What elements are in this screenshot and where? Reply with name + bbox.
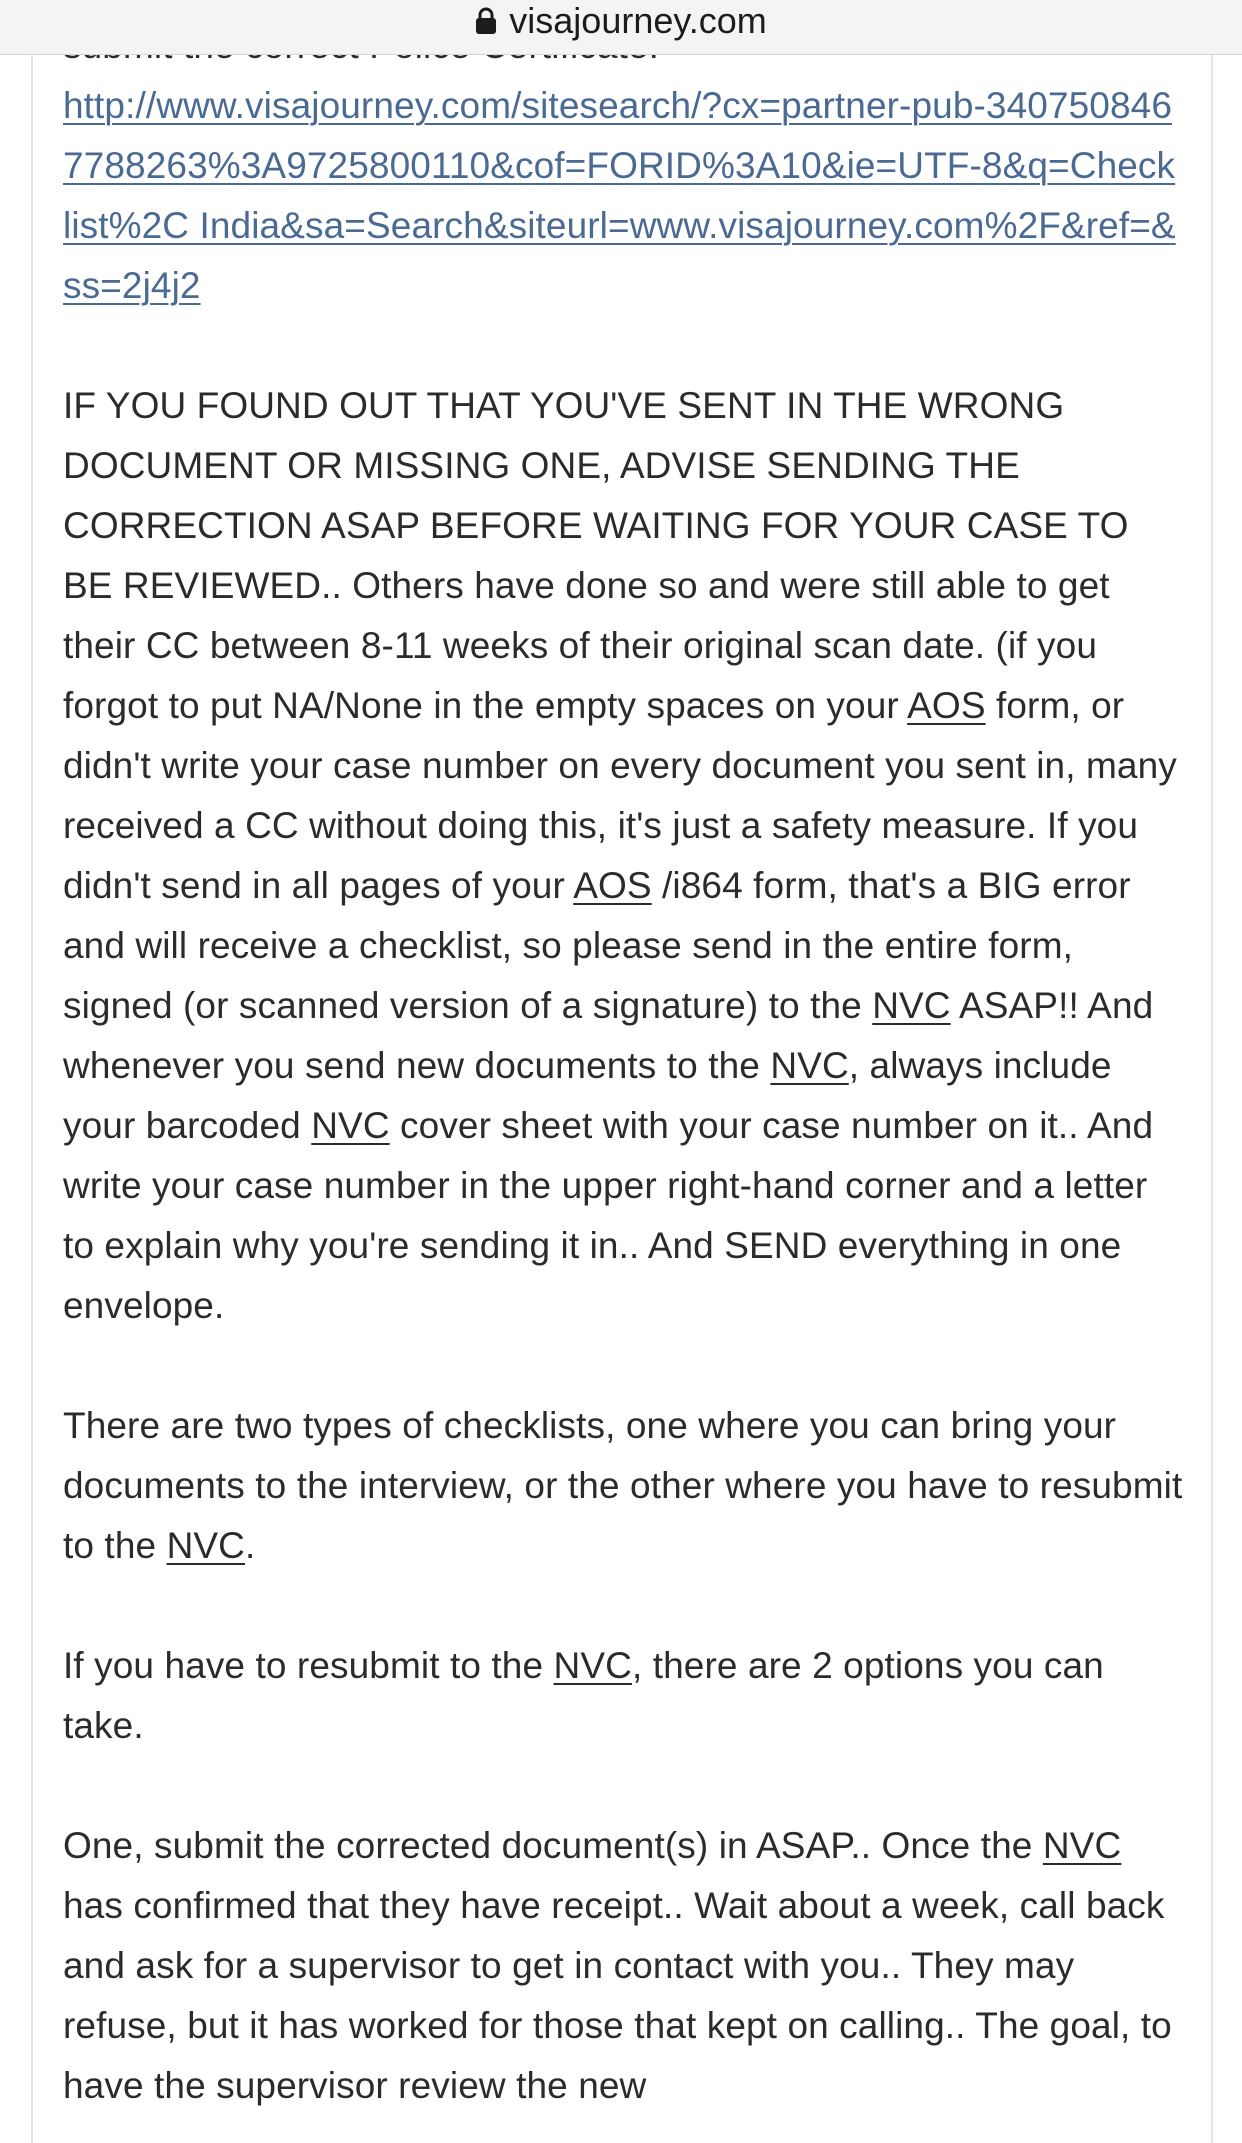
- abbr-nvc[interactable]: NVC: [553, 1645, 632, 1686]
- domain-text: visajourney.com: [509, 0, 767, 41]
- paragraph-correction-advice: [63, 376, 1183, 1336]
- abbr-nvc[interactable]: NVC: [166, 1525, 245, 1566]
- text-fragment: , there are 2 options you can take.: [63, 1645, 1104, 1746]
- paragraph-option-one: [63, 1816, 1183, 2116]
- abbr-nvc[interactable]: NVC: [770, 1045, 849, 1086]
- text-fragment: IF YOU FOUND OUT THAT YOU'VE SENT IN THE WRONG DOCUMENT OR MISSING ONE, ADVISE SENDING THE CORRECTION ASAP BEFORE WAITING FOR YOUR CASE TO BE REVIEWED.. Others have done so and were still able to get their CC between 8-11 weeks of their original scan date. (if you forgot to put NA/None in the empty spaces on your: [63, 385, 1129, 726]
- text-fragment: There are two types of checklists, one where you can bring your documents to the interview, or the other where you have to resubmit to the: [63, 1405, 1183, 1566]
- link-paragraph: [63, 76, 1183, 316]
- abbr-aos[interactable]: AOS: [907, 685, 986, 726]
- text-fragment: , always include your barcoded: [63, 1045, 1112, 1146]
- abbr-aos[interactable]: AOS: [573, 865, 652, 906]
- browser-url-bar[interactable]: [0, 0, 1242, 55]
- text-fragment: .: [244, 1525, 256, 1566]
- url-display[interactable]: [475, 0, 766, 42]
- post-body: [63, 16, 1183, 2116]
- text-fragment: If you have to resubmit to the: [63, 1645, 554, 1686]
- abbr-nvc[interactable]: NVC: [311, 1105, 390, 1146]
- abbr-nvc[interactable]: NVC: [1042, 1825, 1122, 1866]
- text-fragment: One, submit the corrected document(s) in ASAP.. Once the: [63, 1825, 1043, 1866]
- paragraph-resubmit-options: [63, 1636, 1183, 1756]
- abbr-nvc[interactable]: NVC: [872, 985, 951, 1026]
- text-fragment: ASAP!! And whenever you send new documents to the: [63, 985, 1154, 1086]
- paragraph-checklist-types: [63, 1396, 1183, 1576]
- text-fragment: /i864 form, that's a BIG error and will receive a checklist, so please send in the entire form, signed (or scanned version of a signature) to the: [63, 865, 1131, 1026]
- text-fragment: form, or didn't write your case number on every document you sent in, many received a CC without doing this, it's just a safety measure. If you didn't send in all pages of your: [63, 685, 1177, 906]
- lock-icon: [475, 7, 497, 35]
- text-fragment: cover sheet with your case number on it.. And write your case number in the upper right-hand corner and a letter to explain why you're sending it in.. And SEND everything in one envelope.: [63, 1105, 1154, 1326]
- text-fragment: has confirmed that they have receipt.. Wait about a week, call back and ask for a supervisor to get in contact with you.. They may refuse, but it has worked for those that kept on calling.. The goal, to have the supervisor review the new: [63, 1885, 1172, 2106]
- search-result-link[interactable]: http://www.visajourney.com/sitesearch/?cx=partner-pub-3407508467788263%3A9725800110&cof=FORID%3A10&ie=UTF-8&q=Checklist%2C India&sa=Search&siteurl=www.visajourney.com%2F&ref=&ss=2j4j2: [63, 85, 1176, 306]
